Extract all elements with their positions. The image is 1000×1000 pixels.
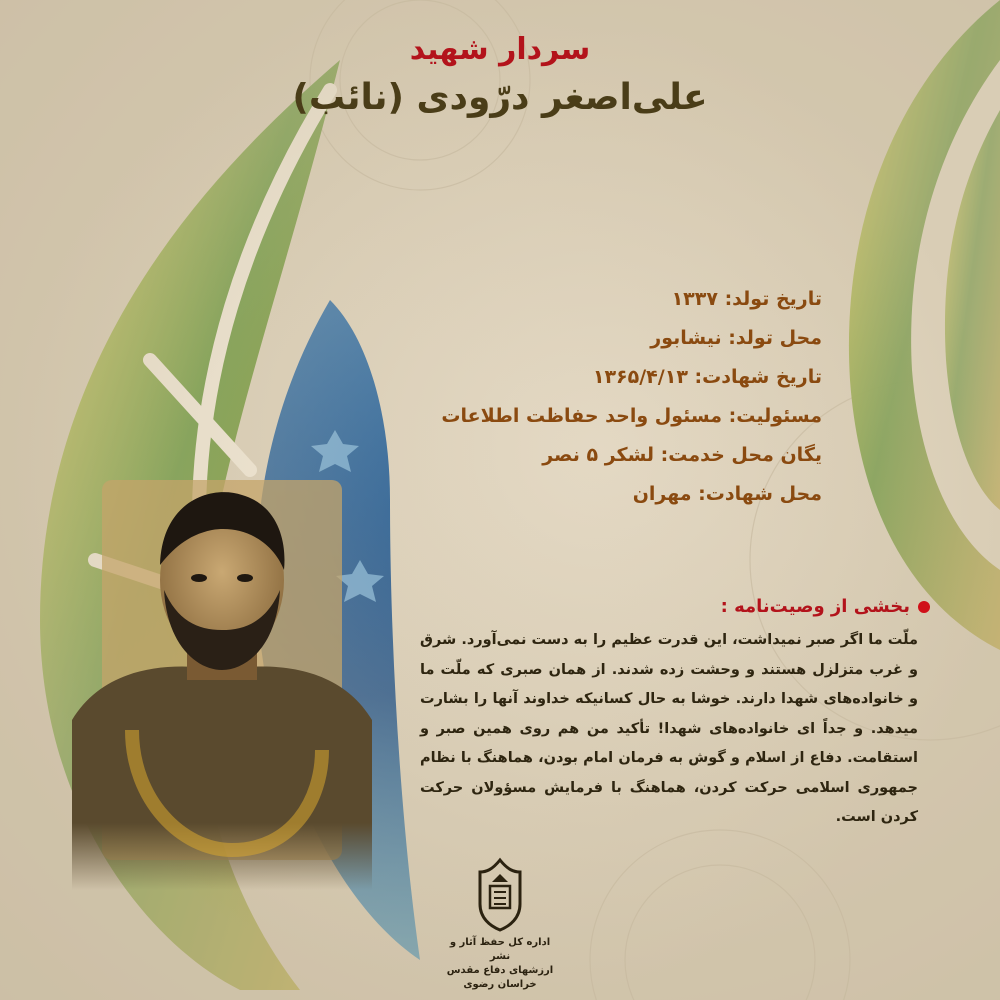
logo-line-2: ارزشهای دفاع مقدس — [446, 965, 554, 976]
martyrdom-place: محل شهادت: مهران — [632, 483, 822, 505]
martyr-portrait — [72, 470, 372, 890]
bullet-icon — [918, 601, 930, 613]
martyr-name: علی‌اصغر درّودی (نائب) — [292, 77, 708, 118]
will-title: بخشی از وصیت‌نامه : — [720, 596, 910, 617]
will-heading — [721, 596, 930, 617]
will-text: ملّت ما اگر صبر نمیداشت، این قدرت عظیم را به دست نمی‌آورد. شرق و غرب متزلزل هستند و وحشت زده شدند. از همان صبری که ملّت ما و خانواده‌های شهدا دارند. خوشا به حال کسانیکه خداوند آنها را بشارت میدهد. و جداً ای خانواده‌های شهدا! تأکید من هم روی همین صبر و استقامت. دفاع از اسلام و گوش به فرمان امام بودن، هماهنگ با نظام جمهوری اسلامی حرکت کردن، هماهنگ با فرمایش مسؤولان حرکت کردن است. — [420, 632, 918, 825]
logo-line-1: اداره کل حفظ آثار و نشر — [449, 937, 551, 962]
birth-date: تاریخ تولد: ۱۳۳۷ — [671, 288, 822, 310]
service-unit: یگان محل خدمت: لشکر ۵ نصر — [542, 444, 822, 466]
birth-place: محل تولد: نیشابور — [650, 327, 822, 349]
biography-info — [402, 280, 822, 514]
title-block — [250, 28, 750, 124]
responsibility: مسئولیت: مسئول واحد حفاظت اطلاعات — [441, 405, 822, 427]
martyr-rank: سردار شهید — [409, 32, 591, 67]
martyrdom-date: تاریخ شهادت: ۱۳۶۵/۴/۱۳ — [592, 366, 822, 388]
organization-logo — [440, 856, 560, 1000]
emblem-icon — [470, 856, 530, 932]
logo-line-3: خراسان رضوی — [463, 979, 537, 990]
